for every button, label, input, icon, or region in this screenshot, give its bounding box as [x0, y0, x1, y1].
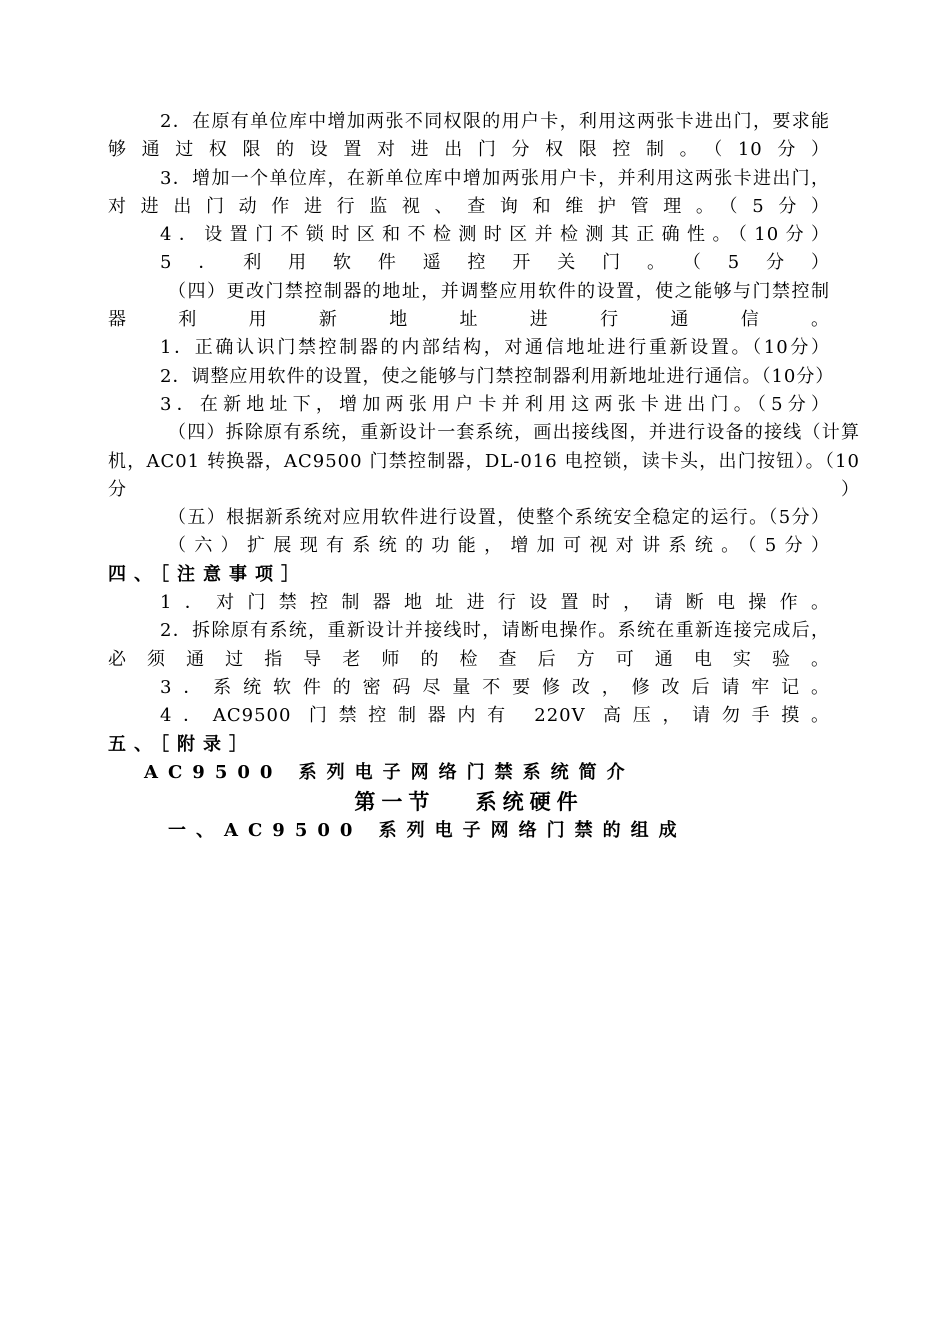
paragraph-item-5-remote-door: 5．利用软件遥控开关门。（5分） — [160, 252, 830, 274]
note-item-1: 1．对门禁控制器地址进行设置时，请断电操作。 — [160, 592, 830, 614]
paragraph-section-4-change-address: （四）更改门禁控制器的地址，并调整应用软件的设置，使之能够与门禁控制器利用新地址进行通信。 — [108, 280, 830, 331]
paragraph-item-3-new-unit-library: 3．增加一个单位库，在新单位库中增加两张用户卡，并利用这两张卡进出门，对进出门动作进行监视、查询和维护管理。（5分） — [108, 167, 830, 217]
section-title: 第一节 系统硬件 — [354, 789, 584, 815]
appendix-heading: 五、［附录］ — [108, 733, 255, 755]
paragraph-item-3-new-address-cards: 3．在新地址下，增加两张用户卡并利用这两张卡进出门。（5分） — [160, 393, 830, 415]
paragraph-item-2-user-cards: 2．在原有单位库中增加两张不同权限的用户卡，利用这两张卡进出门，要求能够通过权限的设置对进出门分权限控制。（10分） — [108, 111, 830, 161]
paragraph-item-4-time-zones: 4．设置门不锁时区和不检测时区并检测其正确性。（10分） — [160, 224, 830, 246]
paragraph-section-4-redesign-system: （四）拆除原有系统，重新设计一套系统，画出接线图，并进行设备的接线（计算机，AC01 转换器，AC9500 门禁控制器，DL-016 电控锁，读卡头，出门按钮）。（10分） — [108, 422, 860, 500]
note-item-2: 2．拆除原有系统，重新设计并接线时，请断电操作。系统在重新连接完成后，必须通过指导老师的检查后方可通电实验。 — [108, 620, 830, 670]
paragraph-item-1-internal-structure: 1．正确认识门禁控制器的内部结构，对通信地址进行重新设置。（10分） — [160, 337, 830, 359]
document-body — [108, 108, 860, 845]
paragraph-item-2-adjust-software: 2．调整应用软件的设置，使之能够与门禁控制器利用新地址进行通信。（10分） — [160, 365, 835, 387]
appendix-subtitle: AC9500 系列电子网络门禁系统简介 — [144, 761, 635, 783]
note-item-4: 4．AC9500 门禁控制器内有 220V 高压，请勿手摸。 — [160, 705, 830, 727]
paragraph-section-6-video-intercom: （六）扩展现有系统的功能，增加可视对讲系统。（5分） — [168, 535, 830, 557]
note-item-3: 3．系统软件的密码尽量不要修改，修改后请牢记。 — [160, 676, 830, 698]
notes-heading: 四、［注意事项］ — [108, 563, 307, 585]
paragraph-section-5-configure-software: （五）根据新系统对应用软件进行设置，使整个系统安全稳定的运行。（5分） — [168, 507, 830, 529]
chapter-title: 一、AC9500 系列电子网络门禁的组成 — [168, 820, 687, 842]
